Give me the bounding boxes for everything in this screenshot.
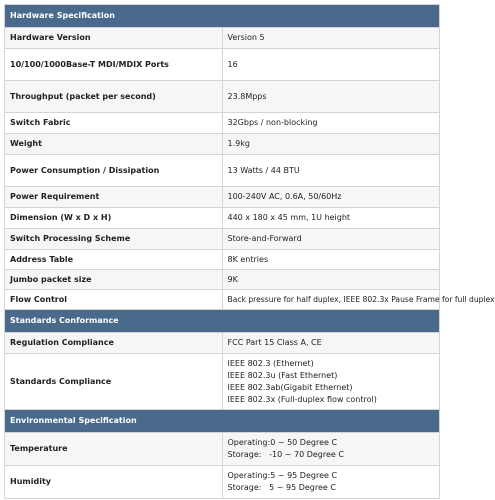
spec-value-line: IEEE 802.3 (Ethernet) (227, 358, 314, 368)
section-hardware (5, 5, 440, 28)
spec-label: Flow Control (5, 290, 223, 310)
spec-label: Switch Fabric (5, 113, 223, 134)
table-row (5, 250, 440, 270)
spec-value: Version 5 (222, 28, 440, 49)
table-row (5, 187, 440, 208)
spec-value-line: IEEE 802.3ab(Gigabit Ethernet) (227, 382, 353, 392)
spec-value-list (222, 433, 440, 466)
table-row (5, 113, 440, 134)
section-title: Standards Conformance (5, 310, 440, 333)
spec-label: Throughput (packet per second) (5, 81, 223, 113)
spec-label: Regulation Compliance (5, 333, 223, 354)
table-row (5, 466, 440, 499)
section-environmental (5, 410, 440, 433)
spec-value-list (222, 354, 440, 410)
table-row (5, 208, 440, 229)
spec-value: 1.9kg (222, 134, 440, 155)
spec-label: Temperature (5, 433, 223, 466)
table-row (5, 354, 440, 410)
spec-value: 32Gbps / non-blocking (222, 113, 440, 134)
spec-value: 23.8Mpps (222, 81, 440, 113)
spec-label: Jumbo packet size (5, 270, 223, 290)
spec-value-line: IEEE 802.3u (Fast Ethernet) (227, 370, 338, 380)
spec-value: 8K entries (222, 250, 440, 270)
table-row (5, 81, 440, 113)
section-title: Hardware Specification (5, 5, 440, 28)
spec-value-line: Storage: 5 ~ 95 Degree C (227, 483, 336, 492)
spec-label: Standards Compliance (5, 354, 223, 410)
spec-label: Dimension (W x D x H) (5, 208, 223, 229)
spec-value-line: Operating:0 ~ 50 Degree C (227, 438, 338, 447)
table-row (5, 333, 440, 354)
spec-value-line: Operating:5 ~ 95 Degree C (227, 471, 338, 480)
table-row (5, 290, 440, 310)
spec-value: 9K (222, 270, 440, 290)
section-standards (5, 310, 440, 333)
section-title: Environmental Specification (5, 410, 440, 433)
table-row (5, 433, 440, 466)
specification-table (4, 4, 495, 499)
spec-label: Weight (5, 134, 223, 155)
spec-label: 10/100/1000Base-T MDI/MDIX Ports (5, 49, 223, 81)
spec-label: Humidity (5, 466, 223, 499)
spec-value: FCC Part 15 Class A, CE (222, 333, 440, 354)
spec-label: Power Consumption / Dissipation (5, 155, 223, 187)
spec-value-line: Storage: -10 ~ 70 Degree C (227, 450, 344, 459)
spec-label: Address Table (5, 250, 223, 270)
table-row (5, 229, 440, 250)
spec-value-line: IEEE 802.3x (Full-duplex flow control) (227, 394, 377, 404)
table-row (5, 155, 440, 187)
spec-value: 13 Watts / 44 BTU (222, 155, 440, 187)
spec-value: 16 (222, 49, 440, 81)
spec-value: 440 x 180 x 45 mm, 1U height (222, 208, 440, 229)
table-row (5, 28, 440, 49)
spec-label: Power Requirement (5, 187, 223, 208)
spec-value-list (222, 466, 440, 499)
spec-value: Store-and-Forward (222, 229, 440, 250)
table-row (5, 270, 440, 290)
spec-label: Switch Processing Scheme (5, 229, 223, 250)
spec-value: Back pressure for half duplex, IEEE 802.3x Pause Frame for full duplex (222, 290, 440, 310)
table-row (5, 134, 440, 155)
spec-value: 100-240V AC, 0.6A, 50/60Hz (222, 187, 440, 208)
spec-label: Hardware Version (5, 28, 223, 49)
table-row (5, 49, 440, 81)
